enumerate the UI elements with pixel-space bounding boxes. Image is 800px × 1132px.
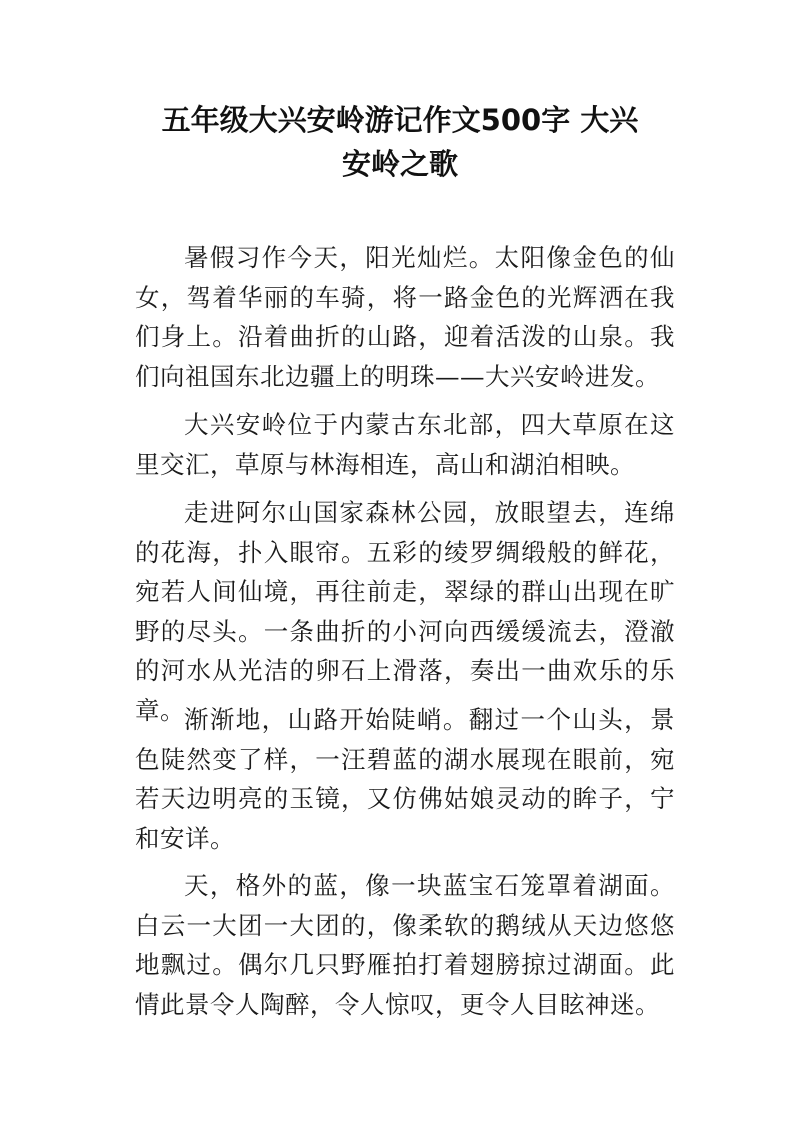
paragraph: 暑假习作今天，阳光灿烂。太阳像金色的仙女，驾着华丽的车骑，将一路金色的光辉洒在我们身上。沿着曲折的山路，迎着活泼的山泉。我们向祖国东北边疆上的明珠——大兴安岭进发。 <box>135 243 675 391</box>
title-line-2: 安岭之歌 <box>341 147 458 181</box>
title-line-1: 五年级大兴安岭游记作文500字 大兴 <box>161 103 639 137</box>
paragraph: 走进阿尔山国家森林公园，放眼望去，连绵的花海，扑入眼帘。五彩的绫罗绸缎般的鲜花，宛若人间仙境，再往前走，翠绿的群山出现在旷野的尽头。一条曲折的小河向西缓缓流去，澄澈的河水从光洁的卵石上滑落，奏出一曲欢乐的乐章。 <box>135 498 675 725</box>
paragraph: 天，格外的蓝，像一块蓝宝石笼罩着湖面。白云一大团一大团的，像柔软的鹅绒从天边悠悠地飘过。偶尔几只野雁拍打着翅膀掠过湖面。此情此景令人陶醉，令人惊叹，更令人目眩神迷。 <box>135 871 675 1019</box>
paragraph: 渐渐地，山路开始陡峭。翻过一个山头，景色陡然变了样，一汪碧蓝的湖水展现在眼前，宛若天边明亮的玉镜，又仿佛姑娘灵动的眸子，宁和安详。 <box>135 705 675 853</box>
paragraph: 大兴安岭位于内蒙古东北部，四大草原在这里交汇，草原与林海相连，高山和湖泊相映。 <box>135 410 675 479</box>
page-title <box>120 98 680 186</box>
